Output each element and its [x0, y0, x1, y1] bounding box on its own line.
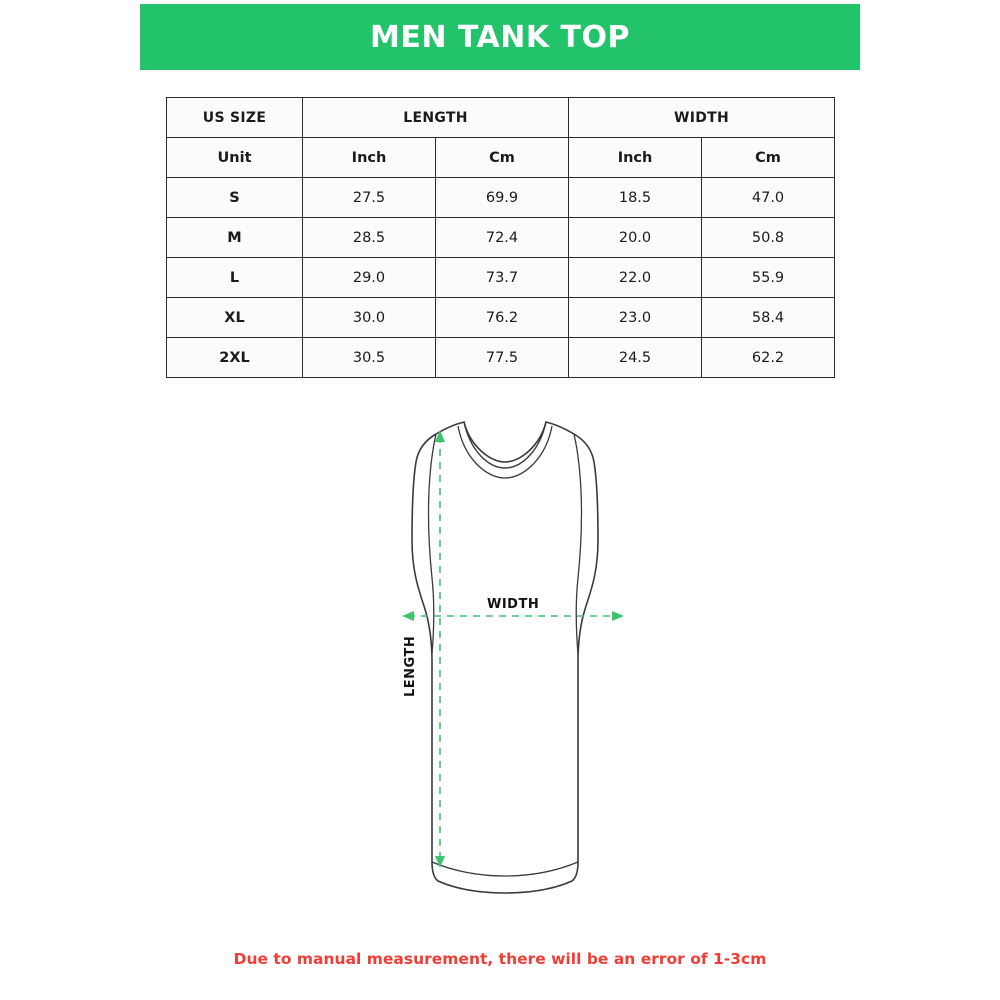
header-banner — [140, 4, 860, 70]
size-table — [166, 97, 835, 378]
unit-length-cm: Cm — [436, 138, 569, 178]
row-size-label: L — [167, 258, 303, 298]
table-row — [167, 338, 835, 378]
tank-top-illustration — [340, 410, 670, 910]
unit-cell-label: Unit — [167, 138, 303, 178]
unit-width-inch: Inch — [569, 138, 702, 178]
cell-width-inch: 18.5 — [569, 178, 702, 218]
cell-width-cm: 47.0 — [702, 178, 835, 218]
cell-width-cm: 55.9 — [702, 258, 835, 298]
cell-width-cm: 58.4 — [702, 298, 835, 338]
length-measure-label: LENGTH — [403, 635, 418, 697]
table-row — [167, 178, 835, 218]
cell-width-cm: 50.8 — [702, 218, 835, 258]
row-size-label: M — [167, 218, 303, 258]
cell-length-cm: 76.2 — [436, 298, 569, 338]
column-header-length: LENGTH — [303, 98, 569, 138]
row-size-label: 2XL — [167, 338, 303, 378]
cell-length-inch: 27.5 — [303, 178, 436, 218]
table-group-header-row — [167, 98, 835, 138]
width-measure-label: WIDTH — [487, 597, 540, 612]
cell-length-cm: 69.9 — [436, 178, 569, 218]
table-unit-row — [167, 138, 835, 178]
page-title: MEN TANK TOP — [369, 19, 630, 55]
row-size-label: S — [167, 178, 303, 218]
cell-width-inch: 24.5 — [569, 338, 702, 378]
unit-length-inch: Inch — [303, 138, 436, 178]
cell-width-inch: 22.0 — [569, 258, 702, 298]
cell-length-inch: 29.0 — [303, 258, 436, 298]
cell-width-inch: 20.0 — [569, 218, 702, 258]
cell-length-cm: 72.4 — [436, 218, 569, 258]
disclaimer-note: Due to manual measurement, there will be an error of 1-3cm — [233, 950, 767, 968]
column-header-us-size: US SIZE — [167, 98, 303, 138]
cell-width-inch: 23.0 — [569, 298, 702, 338]
column-header-width: WIDTH — [569, 98, 835, 138]
cell-length-cm: 73.7 — [436, 258, 569, 298]
table-row — [167, 298, 835, 338]
cell-width-cm: 62.2 — [702, 338, 835, 378]
cell-length-cm: 77.5 — [436, 338, 569, 378]
table-row — [167, 258, 835, 298]
cell-length-inch: 30.5 — [303, 338, 436, 378]
cell-length-inch: 30.0 — [303, 298, 436, 338]
row-size-label: XL — [167, 298, 303, 338]
unit-width-cm: Cm — [702, 138, 835, 178]
table-row — [167, 218, 835, 258]
cell-length-inch: 28.5 — [303, 218, 436, 258]
